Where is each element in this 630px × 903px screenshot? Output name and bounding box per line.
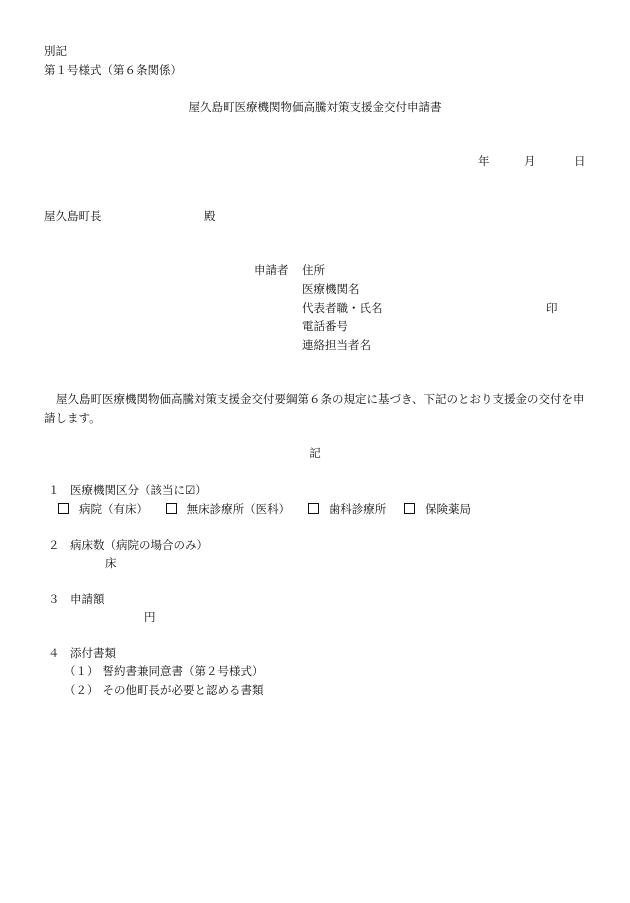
option-pharmacy[interactable]: 保険薬局	[404, 503, 471, 516]
date-day: 日	[574, 154, 586, 168]
checkbox-icon[interactable]	[58, 503, 69, 514]
item3-number: ３	[48, 592, 60, 606]
item4-number: ４	[48, 646, 60, 660]
applicant-field-contact: 連絡担当者名	[302, 338, 371, 352]
institution-type-options	[58, 503, 485, 516]
option-dental[interactable]: 歯科診療所	[308, 503, 387, 516]
ki-heading: 記	[309, 446, 321, 460]
addressee-honorific: 殿	[204, 209, 216, 223]
item3-heading: 申請額	[70, 592, 105, 606]
item2-heading: 病床数（病院の場合のみ）	[70, 538, 208, 552]
attachment-2: （２） その他町長が必要と認める書類	[64, 683, 264, 697]
option-clinic[interactable]: 無床診療所（医科）	[166, 503, 291, 516]
date-year: 年	[478, 154, 490, 168]
seal-mark: 印	[546, 301, 558, 315]
document-title: 屋久島町医療機関物価高騰対策支援金交付申請書	[188, 100, 442, 114]
annex-label: 別記	[44, 44, 67, 58]
addressee-name: 屋久島町長	[44, 209, 102, 223]
applicant-field-institution: 医療機関名	[302, 282, 360, 296]
checkbox-icon[interactable]	[166, 503, 177, 514]
body-paragraph: 屋久島町医療機関物価高騰対策支援金交付要綱第６条の規定に基づき、下記のとおり支援金の交付を申請します。	[44, 392, 585, 425]
checkbox-icon[interactable]	[404, 503, 415, 514]
bed-count-unit: 床	[105, 556, 117, 570]
applicant-field-address: 住所	[302, 263, 325, 277]
applicant-field-representative: 代表者職・氏名	[302, 301, 383, 315]
applicant-field-phone: 電話番号	[302, 319, 348, 333]
attachment-1: （１） 誓約書兼同意書（第２号様式）	[64, 664, 264, 678]
option-hospital[interactable]: 病院（有床）	[58, 503, 148, 516]
item2-number: ２	[48, 538, 60, 552]
item4-heading: 添付書類	[70, 646, 116, 660]
date-month: 月	[524, 154, 536, 168]
form-number: 第１号様式（第６条関係）	[44, 63, 182, 77]
item1-heading: 医療機関区分（該当に☑）	[70, 483, 207, 497]
applicant-label: 申請者	[254, 263, 289, 277]
checkbox-icon[interactable]	[308, 503, 319, 514]
amount-unit: 円	[144, 610, 156, 624]
item1-number: １	[48, 483, 60, 497]
